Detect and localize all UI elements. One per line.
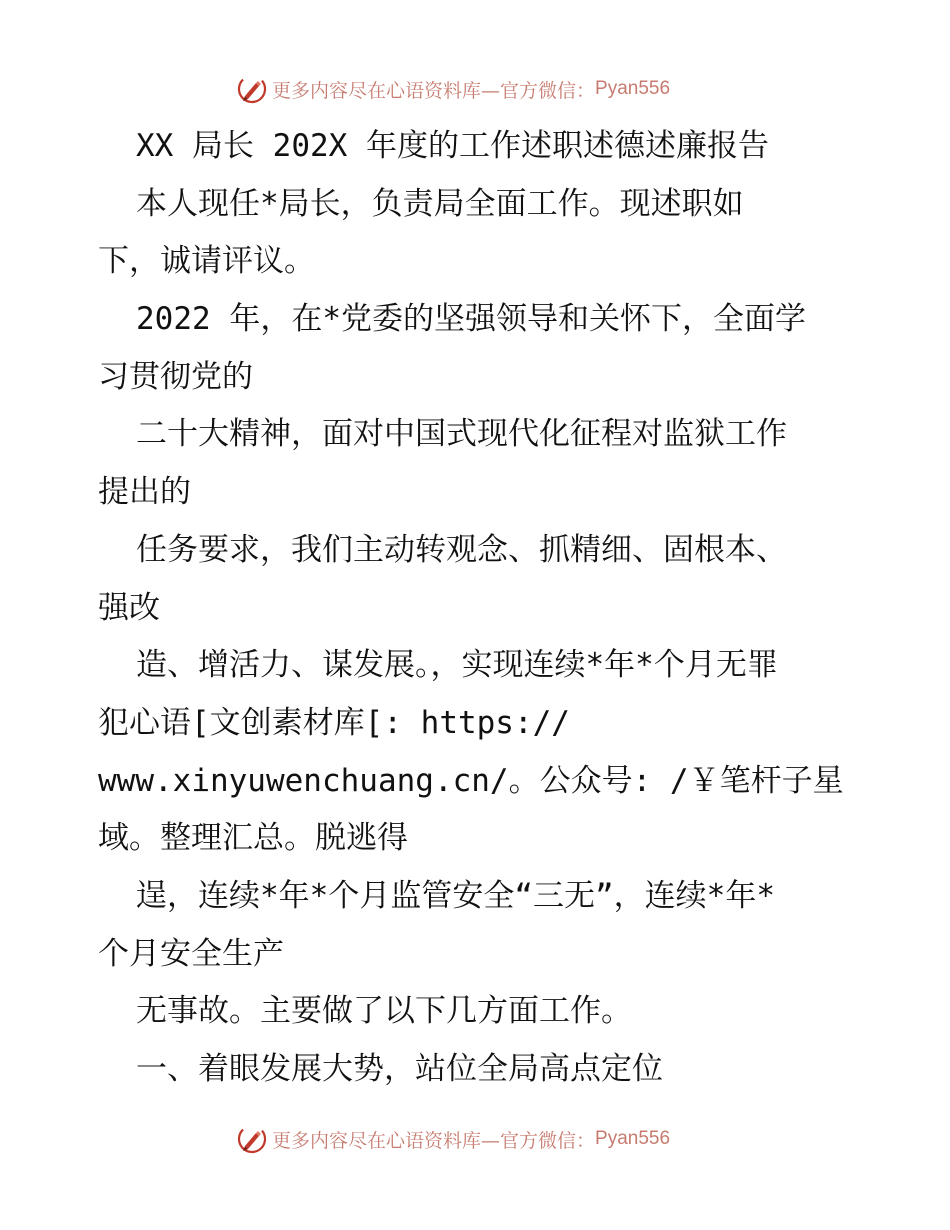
text-line: www.xinyuwenchuang.cn/。公众号: /￥笔杆子星 xyxy=(98,762,844,799)
watermark-footer xyxy=(236,1122,670,1156)
text-line: 造、增活力、谋发展。，实现连续*年*个月无罪 xyxy=(136,647,778,684)
text-line: 个月安全生产 xyxy=(98,935,284,972)
text-line: 习贯彻党的 xyxy=(98,358,253,395)
watermark-header xyxy=(236,72,670,106)
watermark-brand: Pyan556 xyxy=(595,78,671,99)
document-title: XX 局长 202X 年度的工作述职述德述廉报告 xyxy=(136,128,769,164)
text-line: 域。整理汇总。脱逃得 xyxy=(98,820,408,857)
text-line: 2022 年，在*党委的坚强领导和关怀下，全面学 xyxy=(136,301,806,338)
text-line: 提出的 xyxy=(98,474,191,511)
watermark-text: 更多内容尽在心语资料库—官方微信： xyxy=(272,1129,596,1152)
document-body xyxy=(98,118,868,1099)
pen-logo-icon xyxy=(236,73,268,105)
watermark-text: 更多内容尽在心语资料库—官方微信： xyxy=(272,79,596,102)
text-line: 二十大精神，面对中国式现代化征程对监狱工作 xyxy=(136,416,787,453)
text-line: 下，诚请评议。 xyxy=(98,243,315,280)
text-line: 强改 xyxy=(98,589,160,626)
text-line: 犯心语[文创素材库[: https:// xyxy=(98,704,570,741)
section-heading: 一、着眼发展大势，站位全局高点定位 xyxy=(136,1051,663,1087)
text-line: 无事故。主要做了以下几方面工作。 xyxy=(136,993,632,1030)
watermark-brand: Pyan556 xyxy=(595,1128,671,1149)
text-line: 任务要求，我们主动转观念、抓精细、固根本、 xyxy=(136,531,787,568)
pen-logo-icon xyxy=(236,1123,268,1155)
text-line: 本人现任*局长，负责局全面工作。现述职如 xyxy=(136,185,744,222)
text-line: 逞，连续*年*个月监管安全“三无”，连续*年* xyxy=(136,877,775,914)
